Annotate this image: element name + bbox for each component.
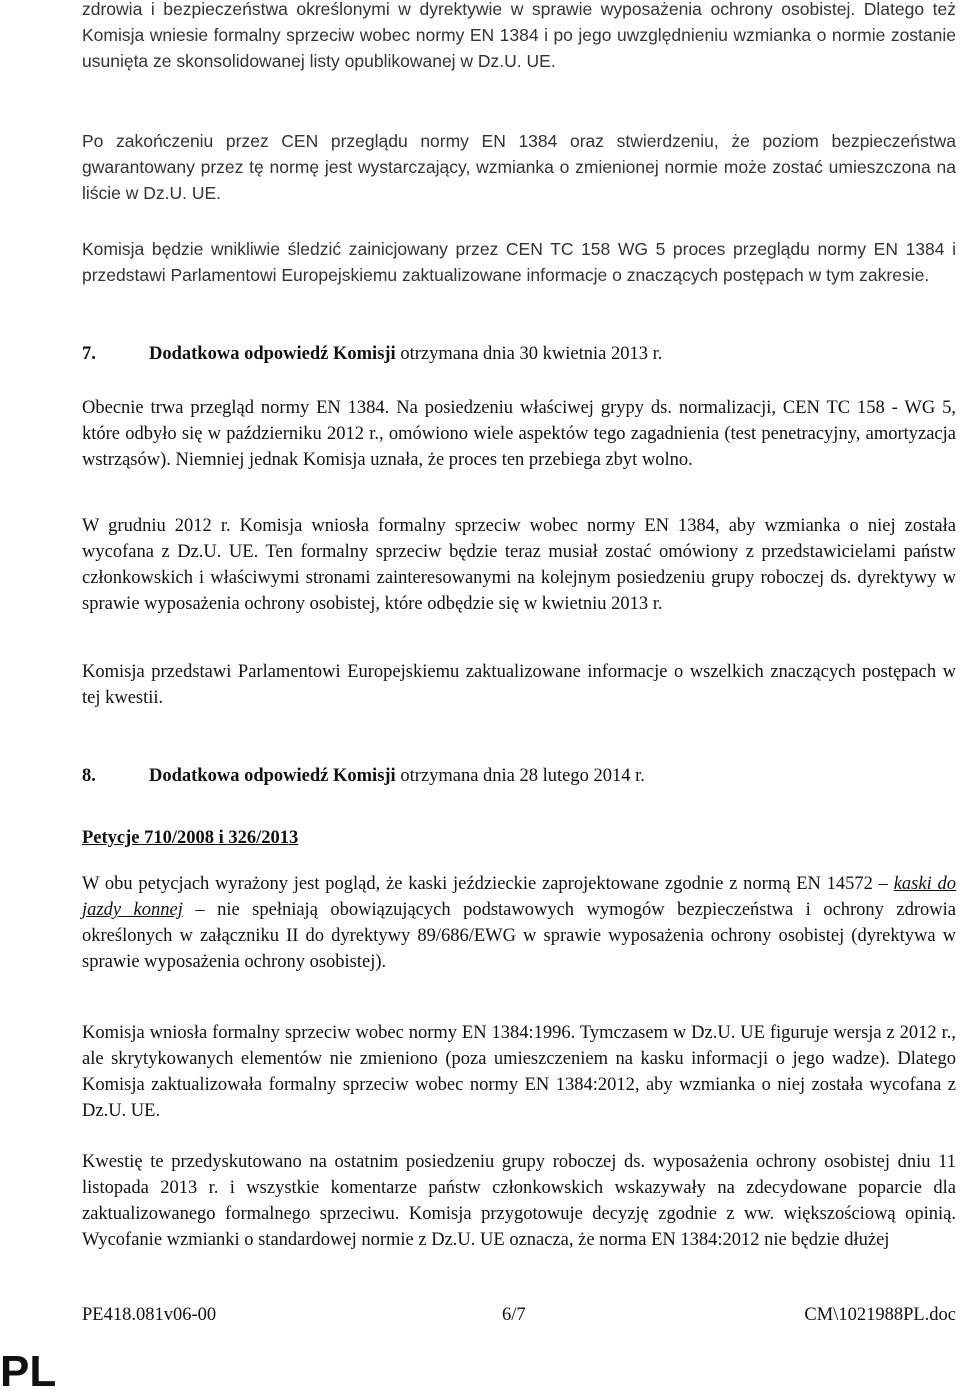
footer-filename: CM\1021988PL.doc — [804, 1305, 956, 1325]
section-8-para-1-start: W obu petycjach wyrażony jest pogląd, że kaski jeździeckie zaprojektowane zgodnie z normą EN 14572 – — [82, 874, 894, 894]
section-8-para-1-end: – nie spełniają obowiązujących podstawowych wymogów bezpieczeństwa i ochrony zdrowia określonych w załączniku II do dyrektywy 89/686/EWG w sprawie wyposażenia ochrony osobistej (dyrektywa w sprawie wyposażenia ochrony osobistej). — [82, 900, 956, 972]
section-8-para-2: Komisja wniosła formalny sprzeciw wobec normy EN 1384:1996. Tymczasem w Dz.U. UE figuruje wersja z 2012 r., ale skrytykowanych elementów nie zmieniono (poza umieszczeniem na kasku informacji o jego wadze). Dlatego Komisja zaktualizowała formalny sprzeciw wobec normy EN 1384:2012, aby wzmianka o niej została wycofana z Dz.U. UE. — [82, 1023, 956, 1121]
section-8-para-1 — [82, 871, 956, 975]
section-8-number: 8. — [82, 766, 96, 786]
page-footer — [82, 1305, 956, 1331]
section-7-para-1: Obecnie trwa przegląd normy EN 1384. Na posiedzeniu właściwej grypy ds. normalizacji, CEN TC 158 - WG 5, które odbyło się w październiku 2012 r., omówiono wiele aspektów tego zagadnienia (test penetracyjny, amortyzacja wstrząsów). Niemniej jednak Komisja uznała, że proces ten przebiega zbyt wolno. — [82, 398, 956, 470]
section-7-para-2: W grudniu 2012 r. Komisja wniosła formalny sprzeciw wobec normy EN 1384, aby wzmianka o niej została wycofana z Dz.U. UE. Ten formalny sprzeciw będzie teraz musiał zostać omówiony z przedstawicielami państw członkowskich i właściwymi stronami zainteresowanymi na kolejnym posiedzeniu grupy roboczej ds. dyrektywy w sprawie wyposażenia ochrony osobistej, które odbędzie się w kwietniu 2013 r. — [82, 516, 956, 614]
section-8-title-bold: Dodatkowa odpowiedź Komisji — [149, 766, 396, 786]
language-code: PL — [0, 1347, 57, 1396]
paragraph-2: Po zakończeniu przez CEN przeglądu normy EN 1384 oraz stwierdzeniu, że poziom bezpieczeństwa gwarantowany przez tę normę jest wystarczający, wzmianka o zmienionej normie może zostać umieszczona na liście w Dz.U. UE. — [82, 131, 956, 203]
section-8-heading — [82, 763, 645, 789]
paragraph-3: Komisja będzie wnikliwie śledzić zainicjowany przez CEN TC 158 WG 5 proces przeglądu normy EN 1384 i przedstawi Parlamentowi Europejskiemu zaktualizowane informacje o znaczących postępach w tym zakresie. — [82, 239, 956, 285]
petitions-subheading: Petycje 710/2008 i 326/2013 — [82, 828, 299, 848]
section-7-title-rest: otrzymana dnia 30 kwietnia 2013 r. — [395, 344, 663, 364]
section-8-para-3: Kwestię te przedyskutowano na ostatnim posiedzeniu grupy roboczej ds. wyposażenia ochrony osobistej dniu 11 listopada 2013 r. i wszystkie komentarze państw członkowskich wskazywały na zdecydowane poparcie dla zaktualizowanego formalnego sprzeciwu. Komisja przygotowuje decyzję zgodnie z ww. większościową opinią. Wycofanie wzmianki o standardowej normie z Dz.U. UE oznacza, że norma EN 1384:2012 nie będzie dłużej — [82, 1152, 956, 1250]
section-8-para-1-italic: kaski do jazdy konnej — [82, 874, 957, 920]
section-7-number: 7. — [82, 344, 96, 364]
section-7-para-3: Komisja przedstawi Parlamentowi Europejskiemu zaktualizowane informacje o wszelkich znaczących postępach w tej kwestii. — [82, 662, 956, 708]
footer-page-number: 6/7 — [502, 1305, 526, 1325]
intro-paragraph: zdrowia i bezpieczeństwa określonymi w dyrektywie w sprawie wyposażenia ochrony osobistej. Dlatego też Komisja wniesie formalny sprzeciw wobec normy EN 1384 i po jego uwzględnieniu wzmianka o normie zostanie usunięta ze skonsolidowanej listy opublikowanej w Dz.U. UE. — [82, 0, 956, 71]
section-7-title-bold: Dodatkowa odpowiedź Komisji — [149, 344, 396, 364]
footer-reference: PE418.081v06-00 — [82, 1305, 217, 1325]
section-7-heading — [82, 341, 662, 367]
section-8-title-rest: otrzymana dnia 28 lutego 2014 r. — [395, 766, 645, 786]
